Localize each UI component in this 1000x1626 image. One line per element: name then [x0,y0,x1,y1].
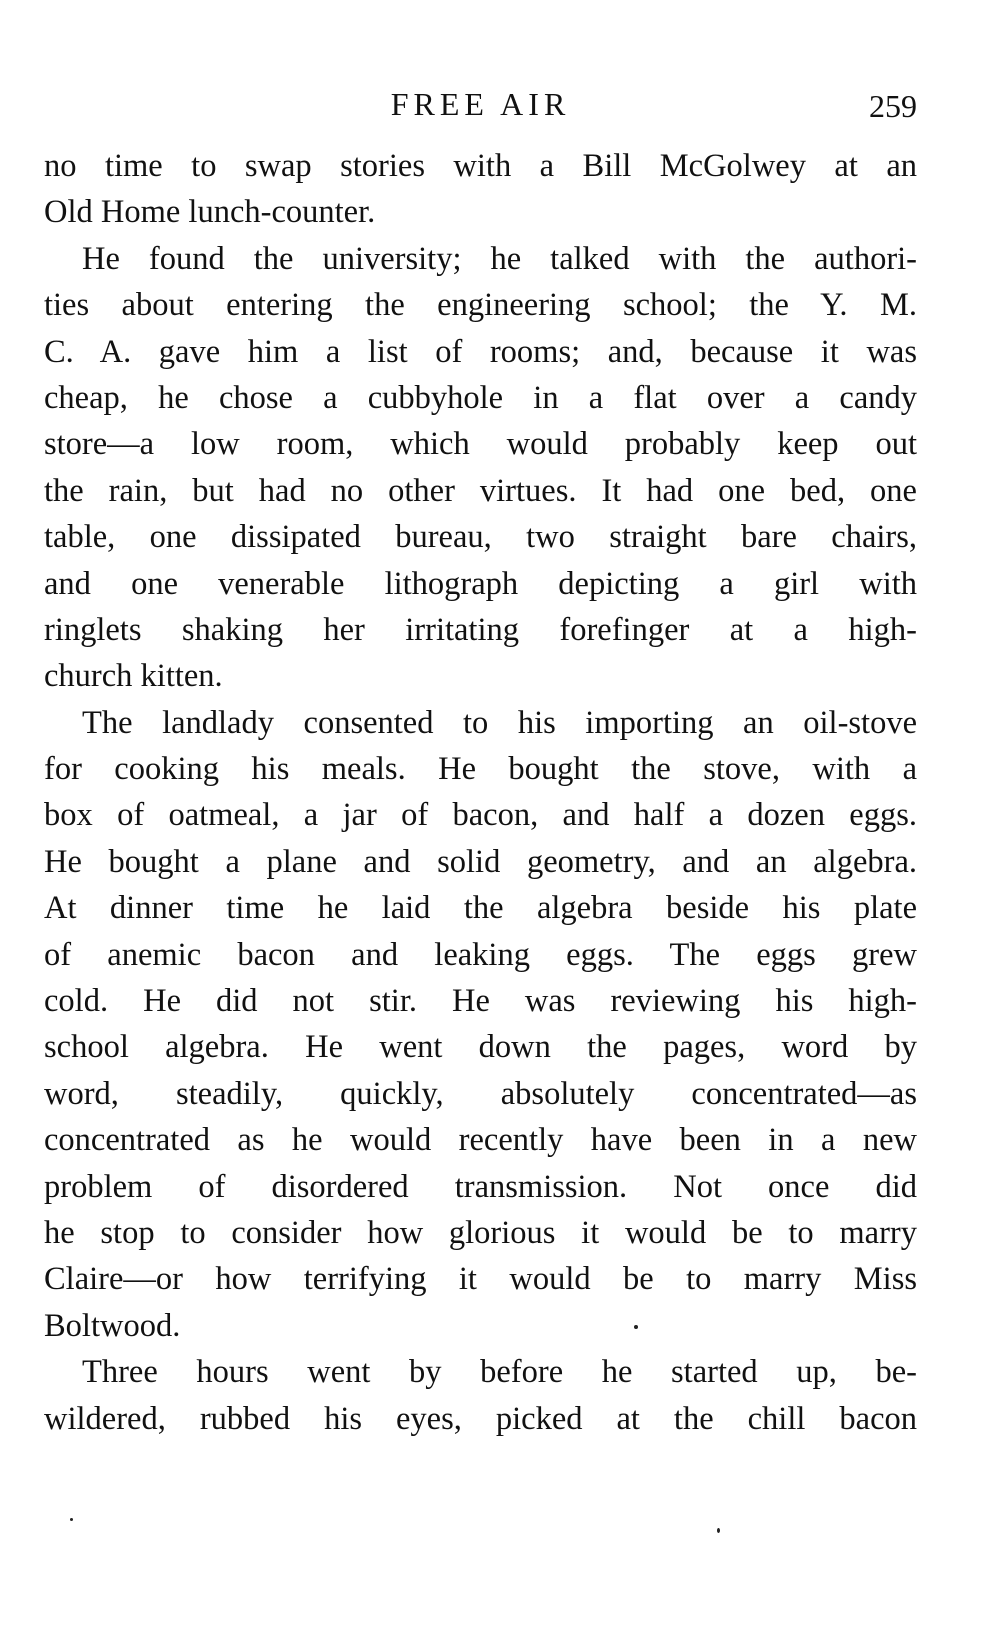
page-header [44,82,917,126]
text-line: wildered, rubbed his eyes, picked at the chill bacon [44,1400,917,1437]
paragraph [44,700,917,1349]
scan-speck [717,1528,720,1533]
text-body [44,143,917,1442]
text-line: table, one dissipated bureau, two straight bare chairs, [44,519,917,556]
running-title: FREE AIR [390,86,571,122]
scan-speck [70,1518,73,1521]
text-line: school algebra. He went down the pages, word by [44,1029,917,1066]
text-line: C. A. gave him a list of rooms; and, because it was [44,333,917,370]
paragraph [44,1349,917,1442]
text-line: concentrated as he would recently have been in a new [44,1122,917,1159]
text-line: the rain, but had no other virtues. It had one bed, one [44,472,917,509]
paragraph [44,143,917,236]
text-line: cheap, he chose a cubbyhole in a flat over a candy [44,379,917,416]
text-line: word, steadily, quickly, absolutely concentrated—as [44,1075,917,1112]
text-line: Boltwood. [44,1307,181,1344]
text-line: problem of disordered transmission. Not once did [44,1168,917,1205]
text-line: he stop to consider how glorious it would be to marry [44,1214,917,1251]
text-line: Claire—or how terrifying it would be to marry Miss [44,1261,917,1298]
text-line: Old Home lunch-counter. [44,194,376,231]
text-line: and one venerable lithograph depicting a girl with [44,565,917,602]
paragraph [44,236,917,700]
text-line: He bought a plane and solid geometry, and an algebra. [44,843,917,880]
text-line: of anemic bacon and leaking eggs. The eggs grew [44,936,917,973]
text-line: He found the university; he talked with the authori- [82,240,917,277]
page-number: 259 [869,88,917,124]
text-line: no time to swap stories with a Bill McGolwey at an [44,148,917,184]
text-line: At dinner time he laid the algebra beside his plate [44,890,917,927]
text-line: The landlady consented to his importing an oil-stove [82,704,917,741]
text-line: Three hours went by before he started up, be- [82,1354,917,1391]
text-line: box of oatmeal, a jar of bacon, and half a dozen eggs. [44,797,917,834]
text-line: church kitten. [44,658,223,695]
text-line: ringlets shaking her irritating forefinger at a high- [44,611,917,648]
scan-speck [634,1325,638,1329]
text-line: for cooking his meals. He bought the stove, with a [44,751,917,788]
text-line: store—a low room, which would probably keep out [44,426,917,463]
text-line: ties about entering the engineering school; the Y. M. [44,287,917,324]
text-line: cold. He did not stir. He was reviewing his high- [44,983,917,1020]
